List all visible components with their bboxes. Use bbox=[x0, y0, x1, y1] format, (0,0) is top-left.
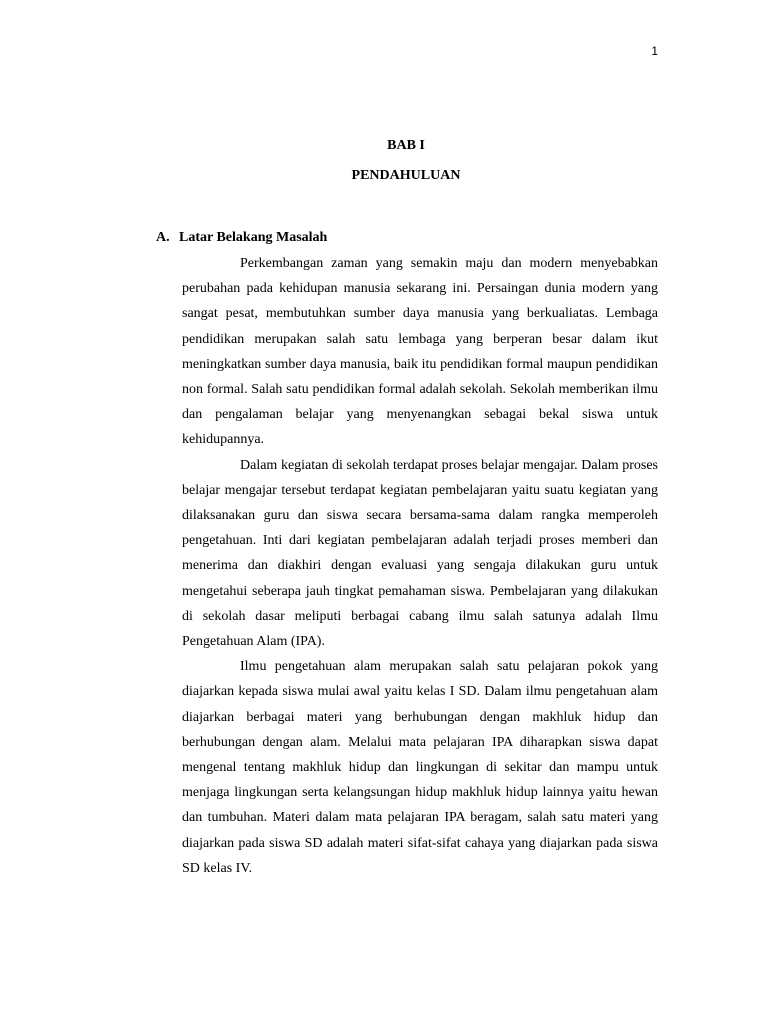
page-number: 1 bbox=[651, 44, 658, 58]
paragraph: Perkembangan zaman yang semakin maju dan modern menyebabkan perubahan pada kehidupan manusia sekarang ini. Persaingan dunia modern yang sangat pesat, membutuhkan sumber daya manusia yang berkualiatas. Lembaga pendidikan merupakan salah satu lembaga yang berperan besar dalam ikut meningkatkan sumber daya manusia, baik itu pendidikan formal maupun pendidikan non formal. Salah satu pendidikan formal adalah sekolah. Sekolah memberikan ilmu dan pengalaman belajar yang menyenangkan sebagai bekal siswa untuk kehidupannya. bbox=[182, 256, 658, 448]
section-marker: A. bbox=[156, 230, 170, 245]
paragraph: Ilmu pengetahuan alam merupakan salah satu pelajaran pokok yang diajarkan kepada siswa mulai awal yaitu kelas I SD. Dalam ilmu pengetahuan alam diajarkan berbagai materi yang berhubungan dengan makhluk hidup dan berhubungan dengan alam. Melalui mata pelajaran IPA diharapkan siswa dapat mengenal tentang makhluk hidup dan lingkungan di sekitar dan mampu untuk menjaga lingkungan serta kelangsungan hidup makhluk hidup lainnya yaitu hewan dan tumbuhan. Materi dalam mata pelajaran IPA beragam, salah satu materi yang diajarkan pada siswa SD adalah materi sifat-sifat cahaya yang diajarkan pada siswa SD kelas IV. bbox=[182, 659, 658, 876]
body-text bbox=[182, 251, 658, 881]
section-heading bbox=[156, 230, 327, 246]
section-title: Latar Belakang Masalah bbox=[179, 230, 328, 245]
chapter-label: BAB I bbox=[387, 138, 425, 153]
chapter-title: PENDAHULUAN bbox=[351, 168, 461, 183]
paragraph: Dalam kegiatan di sekolah terdapat proses belajar mengajar. Dalam proses belajar mengajar tersebut terdapat kegiatan pembelajaran yaitu suatu kegiatan yang dilaksanakan guru dan siswa secara bersama-sama dalam rangka memperoleh pengetahuan. Inti dari kegiatan pembelajaran adalah terjadi proses memberi dan menerima dan diakhiri dengan evaluasi yang sengaja dilakukan guru untuk mengetahui seberapa jauh tingkat pemahaman siswa. Pembelajaran yang dilakukan di sekolah dasar meliputi berbagai cabang ilmu salah satunya adalah Ilmu Pengetahuan Alam (IPA). bbox=[182, 457, 658, 650]
